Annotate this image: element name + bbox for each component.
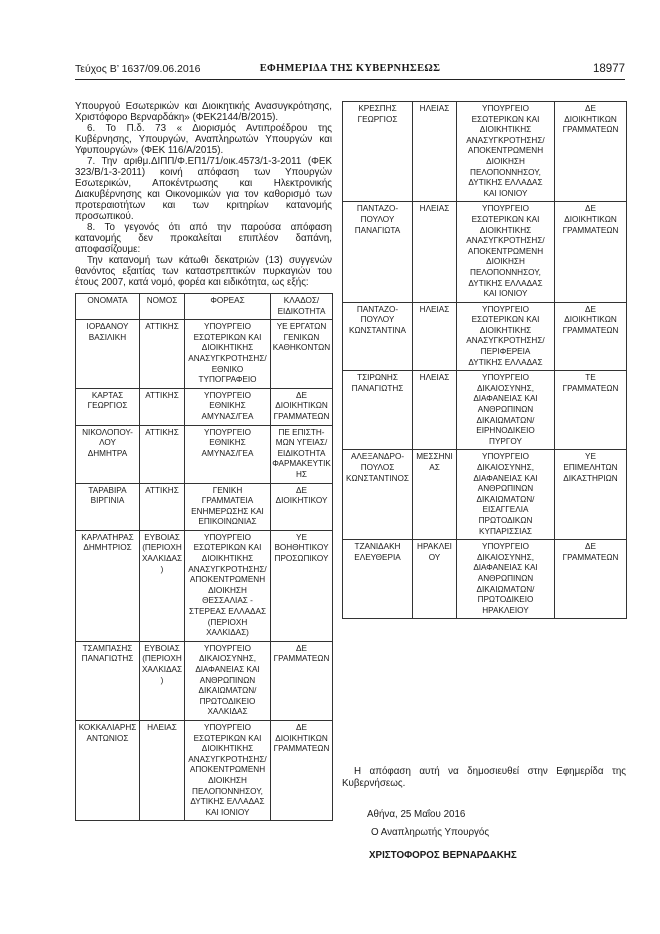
cell-line: ΒΟΗΘΗΤΙΚΟΥ [274, 543, 329, 553]
cell-line: ΤΑΡΑΒΙΡΑ [88, 485, 127, 495]
cell-line: ΔΕ [296, 643, 307, 653]
cell-line: ΔΕ [296, 485, 307, 495]
signature-date: Αθήνα, 25 Μαΐου 2016 [367, 809, 466, 820]
cell-name [343, 202, 413, 302]
cell-line: ΠΥΡΓΟΥ [489, 436, 522, 446]
cell-line: ΝΙΚΟΛΟΠΟΥ- [82, 427, 133, 437]
page-number: 18977 [593, 63, 625, 75]
cell-line: ΔΙΑΦΑΝΕΙΑΣ ΚΑΙ [473, 563, 538, 573]
cell-line: ΥΠΟΥΡΓΕΙΟ [203, 643, 251, 653]
cell-line: ΥΠΟΥΡΓΕΙΟ [481, 452, 529, 462]
cell-line: ΔΗΜΗΤΡΙΟΣ [83, 543, 132, 553]
cell-line: ΔΥΤΙΚΗΣ ΕΛΛΑΔΑΣ [468, 357, 543, 367]
cell-line: ΔΙΚΑΙΩΜΑΤΩΝ/ [476, 494, 535, 504]
cell-line: ΧΑΛΚΙΔΑΣ [207, 707, 248, 717]
cell-line: ΥΠΟΥΡΓΕΙΟ [481, 304, 529, 314]
cell-prefecture [140, 530, 185, 641]
cell-line: ΠΑΝΑΓΙΩΤΑ [354, 225, 401, 235]
cell-line: ΑΝΑΣΥΓΚΡΟΤΗΣΗΣ/ [188, 564, 267, 574]
cell-line: ΔΙΟΙΚΗΤΙΚΩΝ [275, 733, 328, 743]
cell-specialty [271, 530, 333, 641]
cell-line: ΑΤΤΙΚΗΣ [145, 427, 179, 437]
cell-line: ΔΙΚΑΙΟΣΥΝΗΣ, [477, 383, 534, 393]
cell-name [76, 483, 140, 530]
cell-line: ΔΙΚΑΙΟΣΥΝΗΣ, [477, 463, 534, 472]
cell-line: ΗΡΑΚΛΕΙΟΥ [417, 542, 452, 562]
cell-line: ΠΕΡΙΦΕΡΕΙΑ [480, 347, 531, 357]
cell-line: ΔΙΟΙΚΗΤΙΚΗΣ [479, 225, 532, 235]
cell-line: ΔΙΟΙΚΗΤΙΚΗΣ [479, 325, 532, 335]
cell-line: ΓΡΑΜΜΑΤΕΩΝ [562, 383, 619, 393]
cell-line: ΔΙΟΙΚΗΤΙΚΗΣ [201, 554, 254, 564]
cell-line: ΑΝΑΣΥΓΚΡΟΤΗΣΗΣ/ [188, 754, 267, 764]
cell-specialty [271, 425, 333, 483]
cell-line: ΑΤΤΙΚΗΣ [145, 322, 179, 332]
table-row [76, 641, 333, 720]
cell-name [76, 641, 140, 720]
cell-line: ΗΛΕΙΑΣ [147, 722, 177, 732]
cell-line: ΕΛΕΥΘΕΡΙΑ [354, 552, 401, 562]
cell-line: ΔΙΑΦΑΝΕΙΑΣ ΚΑΙ [473, 394, 538, 404]
cell-name [343, 450, 413, 540]
cell-line: ΚΥΠΑΡΙΣΣΙΑΣ [479, 526, 532, 536]
cell-line: ΠΕΛΟΠΟΝΝΗΣΟΥ, [470, 267, 541, 277]
cell-line: ΑΝΘΡΩΠΙΝΩΝ [477, 484, 534, 494]
cell-line: ΠΡΟΣΩΠΙΚΟΥ [274, 554, 329, 564]
cell-line: ΓΡΑΜΜΑΤΕΩΝ [562, 125, 619, 135]
cell-name [343, 371, 413, 450]
cell-agency [457, 202, 555, 302]
cell-line: ΠΑΝΤΑΖΟ- [356, 304, 399, 314]
cell-line: ΕΠΙΜΕΛΗΤΩΝ [563, 463, 618, 472]
col-header-agency: ΦΟΡΕΑΣ [185, 294, 271, 320]
cell-line: ΔΙΟΙΚΗΤΙΚΟΥ [275, 496, 328, 506]
cell-specialty [555, 371, 627, 450]
cell-line: ΑΠΟΚΕΝΤΡΩΜΕΝΗ [467, 246, 544, 256]
cell-line: ΠΑΝΤΑΖΟ- [356, 204, 399, 214]
cell-line: ΤΖΑΝΙΔΑΚΗ [354, 542, 401, 552]
cell-agency [185, 320, 271, 389]
cell-line: ΓΡΑΜΜΑΤΕΩΝ [273, 411, 330, 421]
col-header-specialty: ΚΛΑΔΟΣ/ ΕΙΔΙΚΟΤΗΤΑ [271, 294, 333, 320]
col-header-names: ΟΝΟΜΑΤΑ [76, 294, 140, 320]
cell-line: ΔΕ [296, 722, 307, 732]
cell-line: ΔΙΟΙΚΗΣΗ [486, 156, 525, 166]
cell-line: ΕΙΣΑΓΓΕΛΙΑ [482, 505, 529, 515]
cell-line: ΔΙΟΙΚΗΤΙΚΩΝ [564, 315, 617, 325]
cell-line: ΔΙΚΑΙΟΣΥΝΗΣ, [199, 654, 256, 664]
cell-line: ΚΑΙ ΙΟΝΙΟΥ [483, 289, 528, 299]
cell-line: ΕΙΔΙΚΟΤΗΤΑ [277, 448, 326, 458]
cell-line: ΗΛΕΙΑΣ [419, 104, 450, 113]
allocation-table-left [75, 293, 333, 821]
cell-line: ΔΕ [585, 204, 596, 214]
cell-prefecture [140, 641, 185, 720]
cell-name [343, 302, 413, 371]
cell-line: ΥΠΟΥΡΓΕΙΟ [203, 532, 251, 542]
cell-line: ΥΠΟΥΡΓΕΙΟ [203, 322, 251, 332]
cell-line: ΓΕΩΡΓΙΟΣ [87, 401, 128, 411]
cell-line: ΕΣΩΤΕΡΙΚΩΝ ΚΑΙ [193, 543, 262, 553]
cell-line: ΓΡΑΜΜΑΤΕΩΝ [562, 225, 619, 235]
cell-line: ΔΙΚΑΣΤΗΡΙΩΝ [563, 473, 618, 483]
cell-line: ΔΙΚΑΙΩΜΑΤΩΝ/ [198, 686, 257, 696]
cell-line: ΥΠΟΥΡΓΕΙΟ [481, 104, 529, 113]
cell-line: ΑΝΑΣΥΓΚΡΟΤΗΣΗΣ/ [466, 336, 545, 346]
cell-agency [185, 530, 271, 641]
cell-line: ΧΑΛΚΙΔΑΣ) [141, 665, 183, 685]
cell-line: ΔΕ [585, 104, 596, 113]
cell-line: ΑΠΟΚΕΝΤΡΩΜΕΝΗ [189, 765, 266, 775]
cell-line: ΠΟΥΛΟΥ [360, 315, 395, 325]
cell-line: ΓΡΑΜΜΑΤΕΩΝ [562, 552, 619, 562]
cell-line: ΕΝΗΜΕΡΩΣΗΣ ΚΑΙ [191, 506, 264, 516]
cell-line: ΚΡΕΣΠΗΣ [358, 104, 397, 113]
cell-line: ΚΑΡΤΑΣ [91, 390, 124, 400]
cell-line: ΓΡΑΜΜΑΤΕΙΑ [201, 496, 254, 506]
table-row [343, 102, 627, 202]
cell-line: ΤΕ [585, 373, 596, 383]
cell-line: ΕΘΝΙΚΗΣ [209, 401, 246, 411]
cell-line: ΕΠΙΚΟΙΝΩΝΙΑΣ [198, 517, 257, 527]
cell-line: ΚΑΙ ΙΟΝΙΟΥ [483, 188, 528, 198]
cell-line: ΔΙΚΑΙΩΜΑΤΩΝ/ [476, 584, 535, 594]
cell-line: ΥΠΟΥΡΓΕΙΟ [481, 542, 529, 552]
cell-prefecture [140, 425, 185, 483]
table-row [76, 388, 333, 425]
cell-line: ΔΕ [296, 390, 307, 400]
cell-prefecture [413, 302, 457, 371]
cell-agency [457, 540, 555, 619]
cell-prefecture [413, 102, 457, 202]
cell-agency [185, 425, 271, 483]
page-header [75, 63, 625, 77]
cell-line: ΣΤΕΡΕΑΣ ΕΛΛΑΔΑΣ [188, 607, 267, 617]
cell-specialty [555, 450, 627, 540]
table-row [76, 425, 333, 483]
cell-line: ΠΟΥΛΟΣ [360, 463, 395, 472]
table-row [343, 371, 627, 450]
cell-line: ΔΙΟΙΚΗΣΗ [486, 257, 525, 267]
cell-name [76, 388, 140, 425]
cell-line: ΚΑΙ ΙΟΝΙΟΥ [205, 807, 250, 817]
cell-line: ΑΝΑΣΥΓΚΡΟΤΗΣΗΣ/ [466, 135, 545, 145]
cell-line: ΕΣΩΤΕΡΙΚΩΝ ΚΑΙ [193, 733, 262, 743]
cell-line: (ΠΕΡΙΟΧΗ [142, 654, 182, 664]
table-row [343, 450, 627, 540]
cell-line: ΑΝΘΡΩΠΙΝΩΝ [199, 675, 256, 685]
cell-line: ΠΡΩΤΟΔΙΚΩΝ [478, 515, 533, 525]
cell-line: ΕΣΩΤΕΡΙΚΩΝ ΚΑΙ [471, 214, 540, 224]
cell-line: ΕΘΝΙΚΗΣ [209, 438, 246, 448]
cell-prefecture [140, 720, 185, 820]
cell-line: ΓΕΝΙΚΗ [212, 485, 243, 495]
cell-name [343, 540, 413, 619]
cell-prefecture [140, 388, 185, 425]
cell-line: ΠΕΛΟΠΟΝΝΗΣΟΥ, [470, 167, 541, 177]
cell-prefecture [413, 371, 457, 450]
cell-line: ΔΙΑΦΑΝΕΙΑΣ ΚΑΙ [195, 665, 260, 674]
table-row [76, 720, 333, 820]
cell-line: ΔΙΟΙΚΗΤΙΚΗΣ [201, 744, 254, 754]
allocation-table-right [342, 101, 627, 619]
table-row [76, 530, 333, 641]
cell-line: ΥΠΟΥΡΓΕΙΟ [481, 204, 529, 214]
table-row [343, 302, 627, 371]
cell-line: ΗΛΕΙΑΣ [419, 204, 450, 214]
cell-line: ΘΕΣΣΑΛΙΑΣ - [202, 596, 253, 606]
cell-specialty [271, 483, 333, 530]
cell-line: ΥΠΟΥΡΓΕΙΟ [481, 373, 529, 383]
cell-line: ΒΙΡΓΙΝΙΑ [90, 496, 125, 506]
cell-line: ΗΡΑΚΛΕΙΟΥ [482, 605, 529, 615]
cell-specialty [555, 540, 627, 619]
cell-line: ΑΤΤΙΚΗΣ [145, 390, 179, 400]
publish-note: Η απόφαση αυτή να δημοσιευθεί στην Εφημερίδα της Κυβερνήσεως. [342, 766, 626, 789]
cell-line: ΦΑΡΜΑΚΕΥΤΙΚΗΣ [272, 459, 331, 479]
cell-line: ΑΠΟΚΕΝΤΡΩΜΕΝΗ [467, 146, 544, 156]
cell-prefecture [413, 540, 457, 619]
intro-paragraph: Υπουργού Εσωτερικών και Διοικητικής Ανασυγκρότησης, Χριστόφορο Βερναρδάκη» (ΦΕΚ2144/Β/2015). [75, 101, 332, 123]
cell-name [76, 320, 140, 389]
cell-line: ΠΕ ΕΠΙΣΤΗ- [278, 427, 325, 437]
cell-line: ΙΟΡΔΑΝΟΥ [86, 322, 129, 332]
cell-specialty [271, 388, 333, 425]
cell-line: ΕΙΡΗΝΟΔΙΚΕΙΟ [476, 426, 535, 436]
cell-prefecture [413, 450, 457, 540]
cell-agency [185, 720, 271, 820]
col-header-prefecture: ΝΟΜΟΣ [140, 294, 185, 320]
intro-text [75, 101, 332, 288]
cell-line: ΥΕ [296, 532, 307, 542]
issue-number: Τεύχος Β’ 1637/09.06.2016 [75, 63, 201, 75]
cell-line: ΔΕ [585, 542, 596, 552]
cell-line: ΥΕ [585, 452, 596, 462]
cell-line: ΕΣΩΤΕΡΙΚΩΝ ΚΑΙ [471, 114, 540, 124]
cell-line: ΜΕΣΣΗΝΙΑΣ [416, 452, 453, 472]
cell-specialty [555, 302, 627, 371]
cell-line: ΔΙΑΦΑΝΕΙΑΣ ΚΑΙ [473, 473, 538, 483]
cell-line: ΥΠΟΥΡΓΕΙΟ [203, 390, 251, 400]
cell-line: ΑΤΤΙΚΗΣ [145, 485, 179, 495]
cell-specialty [555, 202, 627, 302]
cell-line: ΕΘΝΙΚΟ ΤΥΠΟΓΡΑΦΕΙΟ [198, 364, 257, 385]
cell-name [343, 102, 413, 202]
cell-line: ΓΡΑΜΜΑΤΕΩΝ [562, 325, 619, 335]
cell-agency [185, 483, 271, 530]
cell-line: ΔΙΚΑΙΟΣΥΝΗΣ, [477, 552, 534, 562]
cell-line: ΠΡΩΤΟΔΙΚΕΙΟ [199, 696, 256, 706]
cell-agency [185, 388, 271, 425]
gazette-title: ΕΦΗΜΕΡΙΔΑ ΤΗΣ ΚΥΒΕΡΝΗΣΕΩΣ [259, 63, 441, 74]
cell-line: ΔΙΟΙΚΗΣΗ [208, 775, 247, 785]
cell-line: ΛΟΥ [99, 438, 116, 448]
cell-specialty [271, 720, 333, 820]
cell-line: ΔΗΜΗΤΡΑ [87, 448, 128, 458]
cell-specialty [271, 320, 333, 389]
cell-line: ΠΑΝΑΓΙΩΤΗΣ [351, 383, 404, 393]
cell-line: ΜΩΝ ΥΓΕΙΑΣ/ [275, 438, 328, 448]
cell-line: ΑΝΘΡΩΠΙΝΩΝ [477, 573, 534, 583]
intro-paragraph: 7. Την αριθμ.ΔΙΠΠ/Φ.ΕΠ1/71/οικ.4573/1-3-2011 (ΦΕΚ 323/Β/1-3-2011) κοινή απόφαση των Υπουργών Εσωτερικών, Αποκέντρωσης και Ηλεκτρονικής Διακυβέρνησης και Οικονομικών για τον καθορισμό των προτεραιοτήτων και των κριτηρίων κατανομής προσωπικού. [75, 156, 332, 222]
cell-line: ΗΛΕΙΑΣ [419, 373, 450, 383]
cell-line: ΔΙΟΙΚΗΤΙΚΩΝ [564, 214, 617, 224]
table-row [343, 540, 627, 619]
cell-line: ΔΙΟΙΚΗΣΗ [208, 585, 247, 595]
cell-line: ΑΝΑΣΥΓΚΡΟΤΗΣΗΣ/ [466, 236, 545, 246]
cell-line: ΚΩΝΣΤΑΝΤΙΝΟΣ [346, 473, 409, 483]
cell-line: ΕΥΒΟΙΑΣ [144, 643, 180, 653]
cell-line: ΔΥΤΙΚΗΣ ΕΛΛΑΔΑΣ [468, 278, 543, 288]
cell-line: ΗΛΕΙΑΣ [419, 304, 450, 314]
cell-line: ΠΕΛΟΠΟΝΝΗΣΟΥ, [192, 786, 263, 796]
cell-line: ΑΜΥΝΑΣ/ΓΕΑ [201, 411, 254, 421]
intro-paragraph: 6. Το Π.δ. 73 « Διορισμός Αντιπροέδρου της Κυβέρνησης, Υπουργών, Αναπληρωτών Υπουργών και Υφυπουργών» (ΦΕΚ 116/Α/2015). [75, 123, 332, 156]
cell-line: ΧΑΛΚΙΔΑΣ) [141, 554, 183, 574]
cell-specialty [555, 102, 627, 202]
cell-line: ΔΙΟΙΚΗΤΙΚΩΝ [275, 401, 328, 411]
cell-name [76, 425, 140, 483]
signatory-name: ΧΡΙΣΤΟΦΟΡΟΣ ΒΕΡΝΑΡΔΑΚΗΣ [369, 850, 517, 861]
cell-line: ΔΥΤΙΚΗΣ ΕΛΛΑΔΑΣ [190, 797, 265, 807]
cell-line: ΕΣΩΤΕΡΙΚΩΝ ΚΑΙ [471, 315, 540, 325]
intro-paragraph: 8. Το γεγονός ότι από την παρούσα απόφαση κατανομής δεν προκαλείται επιπλέον δαπάνη, αποφασίζουμε: [75, 222, 332, 255]
cell-line: ΑΝΤΩΝΙΟΣ [86, 733, 129, 743]
header-divider [75, 79, 625, 80]
cell-line: ΚΩΝΣΤΑΝΤΙΝΑ [349, 325, 406, 335]
cell-prefecture [140, 320, 185, 389]
intro-paragraph: Την κατανομή των κάτωθι δεκατριών (13) συγγενών θανόντος εξαιτίας των καταστρεπτικών πυρκαγιών του έτους 2007, κατά νομό, φορέα και ειδικότητα, ως εξής: [75, 255, 332, 288]
cell-agency [457, 102, 555, 202]
cell-line: ΓΕΝΙΚΩΝ [283, 332, 320, 342]
cell-line: ΠΡΩΤΟΔΙΚΕΙΟ [477, 595, 534, 605]
cell-line: (ΠΕΡΙΟΧΗ ΧΑΛΚΙΔΑΣ) [206, 617, 249, 638]
cell-line: ΚΟΚΚΑΛΙΑΡΗΣ [78, 722, 137, 732]
cell-agency [457, 450, 555, 540]
cell-line: ΑΝΑΣΥΓΚΡΟΤΗΣΗΣ/ [188, 353, 267, 363]
cell-agency [457, 302, 555, 371]
cell-line: ΤΣΑΜΠΑΣΗΣ [82, 643, 133, 653]
cell-line: ΑΛΕΞΑΝΔΡΟ- [350, 452, 405, 462]
cell-line: ΥΠΟΥΡΓΕΙΟ [203, 427, 251, 437]
cell-line: ΓΕΩΡΓΙΟΣ [357, 114, 398, 124]
signatory-role: Ο Αναπληρωτής Υπουργός [371, 827, 490, 838]
cell-line: ΑΠΟΚΕΝΤΡΩΜΕΝΗ [189, 575, 266, 585]
cell-line: ΑΜΥΝΑΣ/ΓΕΑ [201, 448, 254, 458]
cell-line: ΔΕ [585, 304, 596, 314]
cell-line: ΤΣΙΡΩΝΗΣ [357, 373, 398, 383]
cell-line: (ΠΕΡΙΟΧΗ [142, 543, 182, 553]
cell-line: ΔΙΚΑΙΩΜΑΤΩΝ/ [476, 415, 535, 425]
cell-line: ΓΡΑΜΜΑΤΕΩΝ [273, 744, 330, 754]
table-row [76, 320, 333, 389]
cell-line: ΥΠΟΥΡΓΕΙΟ [203, 722, 251, 732]
cell-line: ΥΕ ΕΡΓΑΤΩΝ [276, 322, 327, 332]
cell-line: ΚΑΘΗΚΟΝΤΩΝ [272, 343, 331, 353]
cell-line: ΔΙΟΙΚΗΤΙΚΩΝ [564, 114, 617, 124]
cell-line: ΠΑΝΑΓΙΩΤΗΣ [81, 654, 134, 664]
cell-line: ΚΑΡΛΑΤΗΡΑΣ [81, 532, 134, 542]
cell-line: ΔΥΤΙΚΗΣ ΕΛΛΑΔΑΣ [468, 178, 543, 188]
table-header-row [76, 294, 333, 320]
cell-line: ΕΥΒΟΙΑΣ [144, 532, 180, 542]
cell-line: ΕΣΩΤΕΡΙΚΩΝ ΚΑΙ [193, 332, 262, 342]
cell-name [76, 720, 140, 820]
table-row [76, 483, 333, 530]
cell-agency [185, 641, 271, 720]
cell-specialty [271, 641, 333, 720]
cell-prefecture [140, 483, 185, 530]
table-row [343, 202, 627, 302]
cell-line: ΒΑΣΙΛΙΚΗ [88, 332, 127, 342]
cell-agency [457, 371, 555, 450]
cell-line: ΓΡΑΜΜΑΤΕΩΝ [273, 654, 330, 664]
cell-line: ΔΙΟΙΚΗΤΙΚΗΣ [201, 343, 254, 353]
cell-prefecture [413, 202, 457, 302]
cell-line: ΠΟΥΛΟΥ [360, 214, 395, 224]
cell-name [76, 530, 140, 641]
cell-line: ΔΙΟΙΚΗΤΙΚΗΣ [479, 125, 532, 135]
cell-line: ΑΝΘΡΩΠΙΝΩΝ [477, 405, 534, 415]
